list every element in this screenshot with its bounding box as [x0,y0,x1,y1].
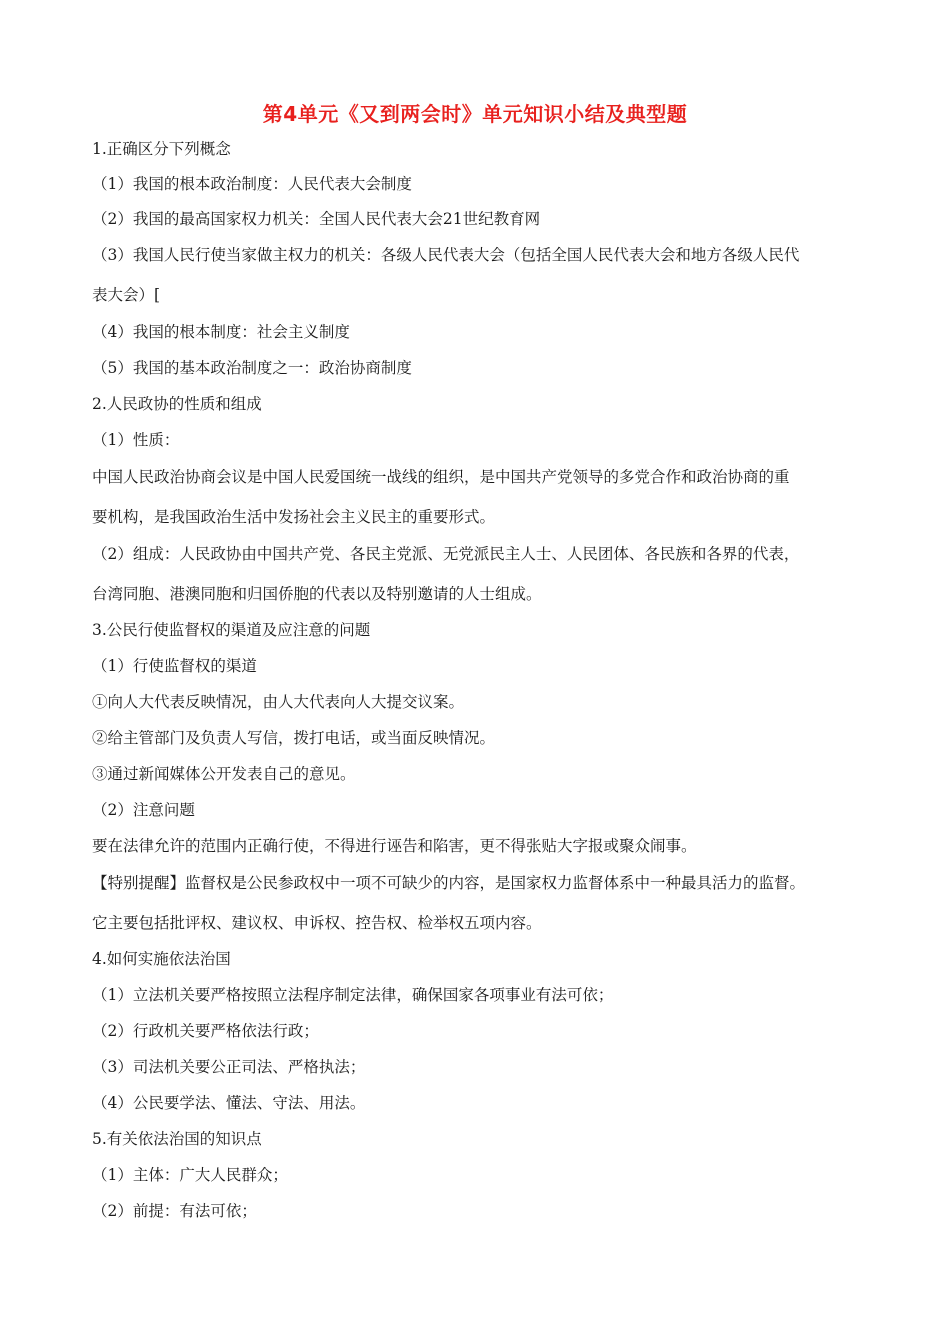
special-reminder: 【特别提醒】监督权是公民参政权中一项不可缺少的内容，是国家权力监督体系中一种最具活力的监督。 [92,874,806,892]
text-line: （1）主体：广大人民群众； [92,1166,288,1184]
text-line: （3）司法机关要公正司法、严格执法； [92,1058,366,1076]
text-line: 要机构，是我国政治生活中发扬社会主义民主的重要形式。 [92,508,496,526]
text-line: （4）公民要学法、懂法、守法、用法。 [92,1094,366,1112]
text-line: 表大会）[ [92,286,161,304]
text-line: （1）行使监督权的渠道 [92,657,257,675]
text-line: （5）我国的基本政治制度之一：政治协商制度 [92,359,412,377]
text-line: （4）我国的根本制度：社会主义制度 [92,323,350,341]
text-line: ①向人大代表反映情况，由人大代表向人大提交议案。 [92,693,465,711]
section-heading-2: 2.人民政协的性质和组成 [92,395,262,413]
text-line: （1）我国的根本政治制度：人民代表大会制度 [92,175,412,193]
page-title: 第4单元《又到两会时》单元知识小结及典型题 [262,102,688,126]
section-heading-3: 3.公民行使监督权的渠道及应注意的问题 [92,621,371,639]
text-line: （3）我国人民行使当家做主权力的机关：各级人民代表大会（包括全国人民代表大会和地方各级人民代 [92,246,800,264]
text-line: 要在法律允许的范围内正确行使，不得进行诬告和陷害，更不得张贴大字报或聚众闹事。 [92,837,697,855]
text-line: （2）我国的最高国家权力机关：全国人民代表大会21世纪教育网 [92,210,541,228]
section-heading-1: 1.正确区分下列概念 [92,140,231,158]
text-line: 台湾同胞、港澳同胞和归国侨胞的代表以及特别邀请的人士组成。 [92,585,542,603]
text-line: （2）注意问题 [92,801,195,819]
text-line: （2）组成：人民政协由中国共产党、各民主党派、无党派民主人士、人民团体、各民族和各界的代表， [92,545,800,563]
text-line: ③通过新闻媒体公开发表自己的意见。 [92,765,356,783]
text-line: （1）立法机关要严格按照立法程序制定法律，确保国家各项事业有法可依； [92,986,614,1004]
text-line: （1）性质： [92,431,180,449]
section-heading-4: 4.如何实施依法治国 [92,950,231,968]
text-line: （2）行政机关要严格依法行政； [92,1022,319,1040]
text-line: 中国人民政治协商会议是中国人民爱国统一战线的组织，是中国共产党领导的多党合作和政治协商的重 [92,468,790,486]
text-line: （2）前提：有法可依； [92,1202,257,1220]
text-line: 它主要包括批评权、建议权、申诉权、控告权、检举权五项内容。 [92,914,542,932]
text-line: ②给主管部门及负责人写信，拨打电话，或当面反映情况。 [92,729,496,747]
section-heading-5: 5.有关依法治国的知识点 [92,1130,262,1148]
